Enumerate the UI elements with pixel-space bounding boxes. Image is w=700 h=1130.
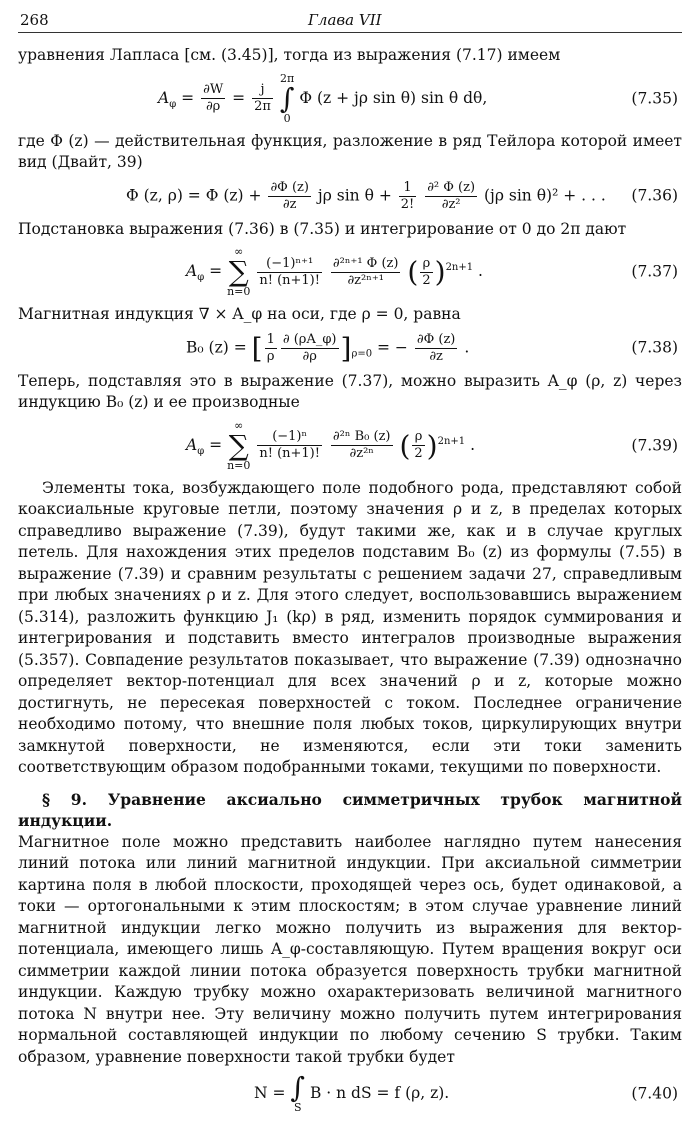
page-number: 268 bbox=[20, 11, 49, 29]
integral-lower: S bbox=[293, 1101, 302, 1115]
denominator: ∂z²ⁿ⁺¹ bbox=[347, 272, 384, 288]
eq-sign: = bbox=[232, 88, 246, 107]
equation-7-39 bbox=[18, 420, 682, 472]
summation bbox=[227, 420, 250, 472]
numerator: ∂² Φ (z) bbox=[427, 179, 476, 195]
chapter-title: Глава VII bbox=[308, 11, 382, 29]
integrand: Φ (z + jρ sin θ) sin θ dθ, bbox=[299, 88, 488, 107]
denominator: ρ bbox=[266, 348, 275, 364]
numerator: ∂²ⁿ B₀ (z) bbox=[332, 429, 391, 445]
summation bbox=[227, 246, 250, 298]
numerator: ∂Φ (z) bbox=[416, 331, 456, 347]
eq-lhs: B₀ (z) = bbox=[186, 338, 247, 356]
sum-sign: ∑ bbox=[228, 428, 249, 462]
denominator: ∂z bbox=[429, 348, 443, 364]
fraction bbox=[201, 82, 225, 115]
numerator: 1 bbox=[266, 331, 275, 347]
fraction bbox=[257, 256, 322, 289]
bracket-close: ] bbox=[340, 331, 352, 365]
integral bbox=[280, 73, 295, 125]
eq-sign: = bbox=[209, 262, 223, 280]
equation-7-36 bbox=[18, 180, 682, 213]
fraction bbox=[331, 256, 401, 289]
sum-lower: n=0 bbox=[227, 285, 251, 298]
denominator: 2 bbox=[414, 446, 423, 462]
eq-lhs: A bbox=[186, 262, 198, 280]
eq-lhs: Φ (z, ρ) = Φ (z) + bbox=[126, 186, 262, 204]
equation-number: (7.39) bbox=[631, 435, 678, 454]
denominator: ∂z²ⁿ bbox=[349, 446, 374, 462]
fraction bbox=[425, 180, 477, 213]
fraction bbox=[420, 256, 432, 289]
paren-open: ( bbox=[399, 428, 411, 462]
equation-number: (7.40) bbox=[631, 1084, 678, 1103]
integral-sign: ∫ bbox=[279, 81, 295, 115]
exponent: 2n+1 bbox=[445, 261, 474, 273]
numerator: ∂Φ (z) bbox=[270, 179, 309, 195]
eq-lhs-sub: φ bbox=[197, 445, 205, 457]
fraction bbox=[331, 429, 393, 462]
equation-7-37 bbox=[18, 246, 682, 298]
paragraph-1: уравнения Лапласа [см. (3.45)], тогда из выражения (7.17) имеем bbox=[18, 46, 561, 64]
paren-open: ( bbox=[407, 255, 419, 289]
paragraph-7: Магнитное поле можно представить наиболее наглядно путем нанесения линий потока или линий магнитной индукции. При аксиальной симметрии картина поля в любой плоскости, проходящей через ось, будет одинаковой, а токи — ортогональными к этим плоскостям; в этом случае уравнение линий магнитной индукции легко можно получить из выражения для вектор-потенциала, имеющего лишь A_φ-составляющую. Путем вращения вокруг оси симметрии каждой линии потока образуется поверхность трубки магнитной индукции. Каждую трубку можно охарактеризовать величиной магнитного потока N внутри нее. Эту величину можно получить путем интегрирования нормальной составляющей индукции по любому сечению S трубки. Таким образом, уравнение поверхности такой трубки будет bbox=[18, 832, 682, 1066]
equation-7-35 bbox=[18, 73, 682, 125]
numerator: ∂²ⁿ⁺¹ Φ (z) bbox=[332, 255, 399, 271]
paragraph-5: Теперь, подставляя это в выражение (7.37), можно выразить A_φ (ρ, z) через индукцию B₀ (z) и ее производные bbox=[18, 371, 682, 412]
numerator: ρ bbox=[412, 429, 424, 446]
denominator: ∂z² bbox=[441, 196, 461, 212]
fraction bbox=[399, 180, 417, 213]
eq-end: . bbox=[464, 338, 470, 356]
denominator: ∂ρ bbox=[302, 348, 317, 364]
numerator: (−1)ⁿ⁺¹ bbox=[257, 256, 322, 273]
denominator: n! (n+1)! bbox=[259, 272, 320, 288]
equation-7-38 bbox=[18, 332, 682, 365]
fraction bbox=[415, 332, 458, 365]
page-header bbox=[18, 8, 682, 33]
fraction bbox=[268, 180, 311, 213]
paren-close: ) bbox=[434, 255, 446, 289]
equation-number: (7.36) bbox=[631, 186, 678, 205]
eq-lhs-sub: φ bbox=[197, 272, 205, 284]
numerator: (−1)ⁿ bbox=[257, 429, 322, 446]
denominator: 2! bbox=[400, 196, 415, 212]
sum-lower: n=0 bbox=[227, 458, 251, 472]
denominator: n! (n+1)! bbox=[259, 446, 320, 462]
eq-lhs: A bbox=[158, 88, 170, 107]
sum-upper: ∞ bbox=[234, 418, 244, 432]
numerator: 1 bbox=[399, 180, 417, 197]
eq-lhs-sub: φ bbox=[169, 98, 177, 110]
equation-number: (7.37) bbox=[631, 262, 678, 281]
fraction bbox=[412, 429, 424, 462]
denominator: 2 bbox=[422, 272, 431, 288]
numerator: ∂W bbox=[203, 82, 224, 97]
equation-7-40 bbox=[18, 1071, 682, 1115]
section-heading: § 9. Уравнение аксиально симметричных трубок магнитной индукции. bbox=[18, 789, 682, 831]
eq-lhs: A bbox=[186, 435, 198, 454]
numerator: j bbox=[252, 82, 273, 99]
fraction bbox=[265, 332, 277, 365]
paragraph-2: где Φ (z) — действительная функция, разложение в ряд Тейлора которой имеет вид (Двайт, 39) bbox=[18, 131, 682, 171]
eq-sign: = bbox=[209, 435, 223, 454]
bracket-subscript: ρ=0 bbox=[351, 348, 373, 360]
eq-lhs: N = bbox=[254, 1084, 286, 1103]
fraction bbox=[257, 429, 322, 462]
equation-number: (7.35) bbox=[631, 88, 678, 107]
denominator: ∂ρ bbox=[205, 99, 221, 114]
denominator: ∂z bbox=[282, 196, 297, 212]
fraction bbox=[252, 82, 273, 115]
eq-sign: = − bbox=[377, 338, 408, 356]
paragraph-6: Элементы тока, возбуждающего поле подобного рода, представляют собой коаксиальные круговые петли, поэтому значения ρ и z, в пределах которых справедливо выражение (7.39), будут такими же, как и в случае круглых петель. Для нахождения этих пределов подставим B₀ (z) из формулы (7.55) в выражение (7.39) и сравним результаты с решением задачи 27, справедливым при любых значениях ρ и z. Для этого следует, воспользовавшись выражением (5.314), разложить функцию J₁ (kρ) в ряд, изменить порядок суммирования и интегрирования и подставить вместо интегралов производные выражения (5.357). Совпадение результатов показывает, что выражение (7.39) однозначно определяет вектор-потенциал для всех значений ρ и z, которые можно достигнуть, не пересекая поверхностей с током. Последнее ограничение необходимо потому, что внешние поля любых токов, циркулирующих внутри замкнутой поверхности, не изменяются, если эти токи заменить соответствующим образом подобранными токами, текущими по поверхности. bbox=[18, 478, 682, 777]
numerator: ∂ (ρA_φ) bbox=[282, 331, 337, 347]
fraction bbox=[281, 332, 339, 365]
sum-upper: ∞ bbox=[234, 245, 244, 258]
exponent: 2n+1 bbox=[437, 435, 466, 447]
paragraph-4: Магнитная индукция ∇ × A_φ на оси, где ρ = 0, равна bbox=[18, 305, 461, 323]
integral bbox=[290, 1071, 306, 1115]
integral-upper: 2π bbox=[280, 71, 295, 85]
integrand: B · n dS = f (ρ, z). bbox=[309, 1084, 450, 1103]
eq-term: (jρ sin θ)² + . . . bbox=[484, 186, 606, 204]
numerator: ρ bbox=[420, 256, 432, 273]
eq-end: . bbox=[478, 262, 483, 280]
sum-sign: ∑ bbox=[228, 255, 249, 288]
page bbox=[18, 8, 682, 1120]
eq-term: jρ sin θ + bbox=[317, 186, 392, 204]
equation-number: (7.38) bbox=[631, 338, 678, 357]
bracket-open: [ bbox=[251, 331, 263, 365]
paragraph-3: Подстановка выражения (7.36) в (7.35) и интегрирование от 0 до 2π дают bbox=[18, 219, 627, 238]
integral-lower: 0 bbox=[283, 111, 291, 125]
integral-sign: ∫ bbox=[290, 1071, 306, 1105]
eq-sign: = bbox=[181, 88, 195, 107]
paren-close: ) bbox=[426, 428, 438, 462]
denominator: 2π bbox=[254, 99, 271, 114]
eq-end: . bbox=[470, 435, 476, 454]
